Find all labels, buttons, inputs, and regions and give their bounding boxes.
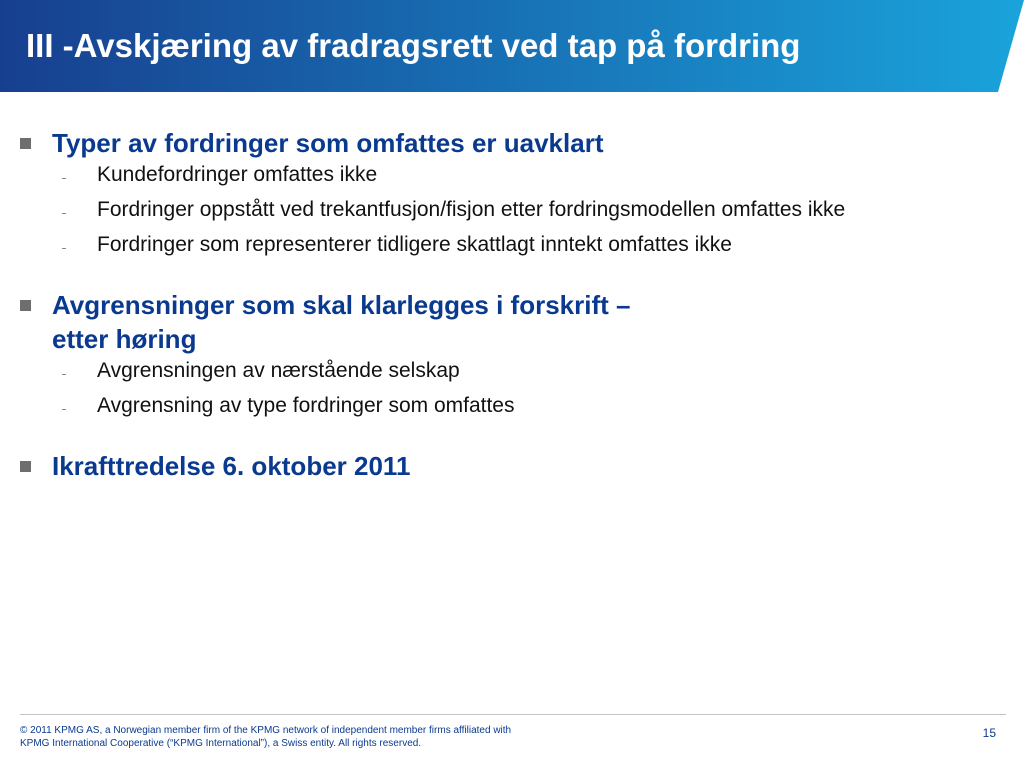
title-banner: [0, 0, 1024, 92]
dash-bullet-icon: [62, 213, 66, 214]
section-heading: Typer av fordringer som omfattes er uavklart: [52, 128, 604, 158]
dash-bullet-icon: [62, 178, 66, 179]
sub-list: [20, 358, 980, 419]
slide-title: III -Avskjæring av fradragsrett ved tap på fordring: [26, 27, 801, 64]
list-item: Kundefordringer omfattes ikke: [20, 162, 980, 188]
list-item: Fordringer som representerer tidligere skattlagt inntekt omfattes ikke: [20, 232, 980, 258]
section-fordringer: [20, 126, 980, 258]
square-bullet-icon: [20, 461, 31, 472]
square-bullet-icon: [20, 138, 31, 149]
level1-bullet: [20, 449, 980, 483]
slide-content: [20, 126, 980, 513]
page-number: 15: [982, 726, 996, 740]
section-heading: Ikrafttredelse 6. oktober 2011: [52, 451, 411, 481]
dash-bullet-icon: [62, 374, 66, 375]
list-item: Avgrensningen av nærstående selskap: [20, 358, 980, 384]
list-item: Fordringer oppstått ved trekantfusjon/fisjon etter fordringsmodellen omfattes ikke: [20, 197, 980, 223]
square-bullet-icon: [20, 300, 31, 311]
section-heading: Avgrensninger som skal klarlegges i forskrift – etter høring: [52, 290, 631, 354]
sub-list: [20, 162, 980, 258]
level1-bullet: [20, 126, 980, 160]
footer-copyright: © 2011 KPMG AS, a Norwegian member firm of the KPMG network of independent member firms affiliated with KPMG International Cooperative (“KPMG International”), a Swiss entity. All rights reserved.: [20, 725, 512, 749]
dash-bullet-icon: [62, 248, 66, 249]
dash-bullet-icon: [62, 409, 66, 410]
section-avgrensninger: [20, 288, 980, 419]
footer-divider: [20, 714, 1006, 715]
list-item: Avgrensning av type fordringer som omfattes: [20, 393, 980, 419]
level1-bullet: [20, 288, 980, 356]
section-ikrafttredelse: [20, 449, 980, 483]
